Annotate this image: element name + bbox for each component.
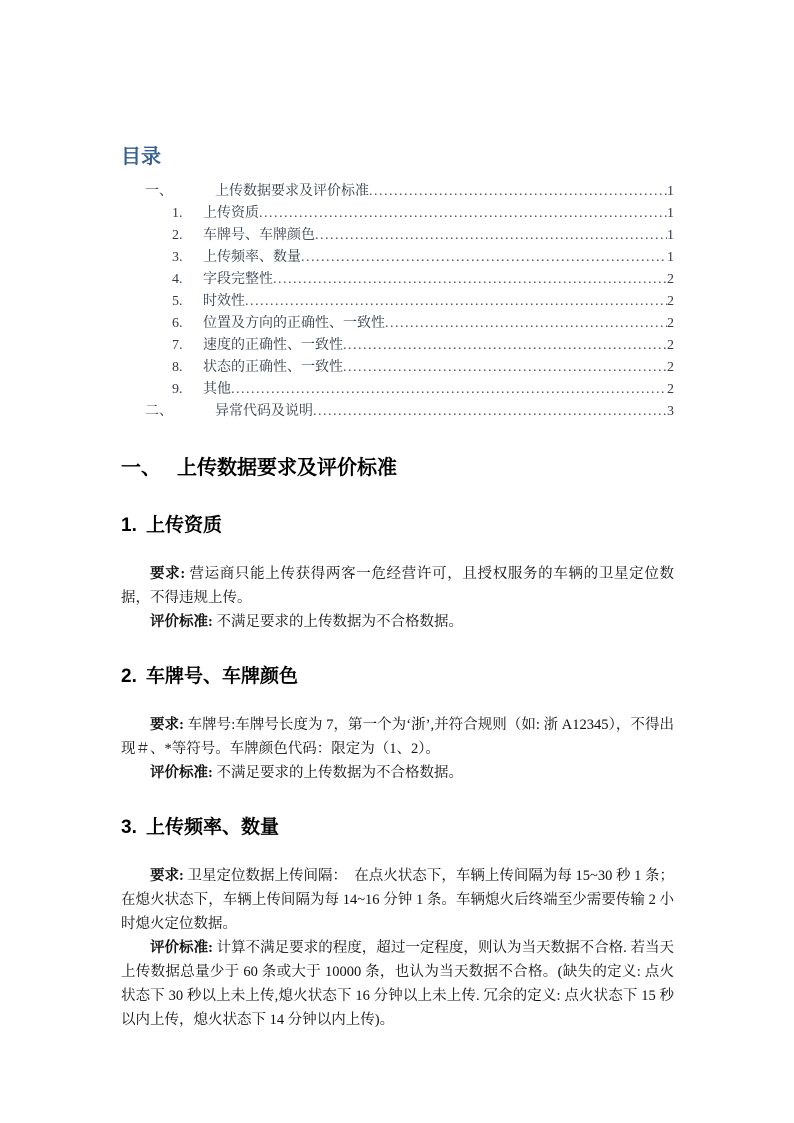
evaluation-text: 不满足要求的上传数据为不合格数据。 — [212, 765, 463, 781]
toc-entry-section-9[interactable] — [121, 379, 674, 401]
toc-leader-dots — [231, 379, 667, 401]
toc-leader-dots — [259, 203, 667, 225]
toc-leader-dots — [369, 181, 667, 203]
requirement-label: 要求: — [150, 566, 186, 582]
toc-entry-number: 5. — [172, 294, 183, 309]
toc-entry-chapter-2[interactable] — [121, 401, 674, 423]
chapter-heading — [121, 451, 674, 480]
toc-entry-page: 2 — [667, 382, 674, 397]
toc-entry-label: 时效性 — [203, 294, 245, 309]
toc-entry-section-8[interactable] — [121, 357, 674, 379]
evaluation-paragraph — [121, 610, 674, 634]
evaluation-text: 不满足要求的上传数据为不合格数据。 — [212, 614, 463, 630]
requirement-paragraph — [121, 562, 674, 610]
toc-entry-page: 2 — [667, 360, 674, 375]
toc-entry-label: 速度的正确性、一致性 — [203, 338, 343, 353]
requirement-paragraph — [121, 713, 674, 761]
toc-title: 目录 — [121, 146, 161, 168]
toc-entry-number: 6. — [172, 316, 183, 331]
toc-entry-section-7[interactable] — [121, 335, 674, 357]
toc-entry-number: 4. — [172, 272, 183, 287]
toc-entry-page: 2 — [667, 294, 674, 309]
section-3-body — [121, 864, 674, 1032]
toc-entry-label: 其他 — [203, 382, 231, 397]
toc-entry-page: 2 — [667, 316, 674, 331]
toc-leader-dots — [343, 335, 667, 357]
requirement-text: 营运商只能上传获得两客一危经营许可，且授权服务的车辆的卫星定位数据，不得违规上传。 — [121, 566, 674, 606]
toc-entry-label: 上传频率、数量 — [203, 250, 301, 265]
toc-entry-page: 3 — [667, 404, 674, 419]
toc-entry-number: 二、 — [145, 404, 173, 419]
section-number: 2. — [121, 666, 137, 687]
section-1-body — [121, 562, 674, 634]
toc-entry-number: 3. — [172, 250, 183, 265]
requirement-label: 要求: — [150, 717, 184, 733]
section-2-body — [121, 713, 674, 785]
toc-leader-dots — [273, 269, 667, 291]
toc-entry-page: 1 — [667, 250, 674, 265]
toc-leader-dots — [315, 225, 667, 247]
toc-entry-label: 异常代码及说明 — [215, 404, 313, 419]
toc-entry-number: 2. — [172, 228, 183, 243]
toc-leader-dots — [313, 401, 667, 423]
toc-entry-number: 9. — [172, 382, 183, 397]
toc-leader-dots — [301, 247, 667, 269]
toc-entry-number: 7. — [172, 338, 183, 353]
toc-entry-page: 2 — [667, 338, 674, 353]
toc-entry-label: 车牌号、车牌颜色 — [203, 228, 315, 243]
toc-entry-number: 一、 — [145, 184, 173, 199]
toc-entry-label: 位置及方向的正确性、一致性 — [203, 316, 385, 331]
evaluation-paragraph — [121, 936, 674, 1032]
toc-entry-label: 字段完整性 — [203, 272, 273, 287]
evaluation-label: 评价标准: — [150, 765, 213, 781]
toc-entry-label: 状态的正确性、一致性 — [203, 360, 343, 375]
requirement-paragraph — [121, 864, 674, 936]
toc-leader-dots — [245, 291, 667, 313]
evaluation-label: 评价标准: — [150, 940, 213, 956]
requirement-label: 要求: — [150, 868, 184, 884]
evaluation-label: 评价标准: — [150, 614, 213, 630]
section-2-heading — [121, 661, 674, 688]
toc-leader-dots — [385, 313, 667, 335]
toc-entry-section-2[interactable] — [121, 225, 674, 247]
toc-entry-section-1[interactable] — [121, 203, 674, 225]
toc-entry-label: 上传资质 — [203, 206, 259, 221]
toc-entry-page: 1 — [667, 184, 674, 199]
toc-entry-chapter-1[interactable] — [121, 181, 674, 203]
section-number: 1. — [121, 515, 137, 536]
toc-list — [121, 181, 674, 423]
section-1-heading — [121, 510, 674, 537]
toc-entry-page: 2 — [667, 272, 674, 287]
toc-entry-page: 1 — [667, 206, 674, 221]
evaluation-paragraph — [121, 761, 674, 785]
section-title: 上传频率、数量 — [146, 817, 280, 838]
chapter-number: 一、 — [121, 457, 161, 479]
evaluation-text: 计算不满足要求的程度，超过一定程度，则认为当天数据不合格. 若当天上传数据总量少于 60 条或大于 10000 条，也认为当天数据不合格。(缺失的定义: 点火状态下 30 秒以上未上传,熄火状态下 16 分钟以上未上传. 冗余的定义: 点火状态下 15 秒以内上传，熄火状态下 14 分钟以内上传)。 — [121, 940, 674, 1028]
toc-entry-section-3[interactable] — [121, 247, 674, 269]
toc-entry-section-4[interactable] — [121, 269, 674, 291]
section-title: 上传资质 — [146, 515, 223, 536]
toc-entry-section-5[interactable] — [121, 291, 674, 313]
section-3-heading — [121, 812, 674, 839]
requirement-text: 卫星定位数据上传间隔： 在点火状态下，车辆上传间隔为每 15~30 秒 1 条；在熄火状态下，车辆上传间隔为每 14~16 分钟 1 条。车辆熄火后终端至少需要传输 2 小时熄火定位数据。 — [121, 868, 674, 932]
chapter-title: 上传数据要求及评价标准 — [177, 457, 397, 479]
toc-entry-label: 上传数据要求及评价标准 — [215, 184, 369, 199]
toc-entry-number: 8. — [172, 360, 183, 375]
toc-leader-dots — [343, 357, 667, 379]
toc-entry-section-6[interactable] — [121, 313, 674, 335]
requirement-text: 车牌号:车牌号长度为 7，第一个为‘浙’,并符合规则（如: 浙 A12345），不得出现＃、*等符号。车牌颜色代码：限定为（1、2）。 — [121, 717, 674, 757]
section-title: 车牌号、车牌颜色 — [146, 666, 299, 687]
toc-entry-page: 1 — [667, 228, 674, 243]
toc-entry-number: 1. — [172, 206, 183, 221]
section-number: 3. — [121, 817, 137, 838]
